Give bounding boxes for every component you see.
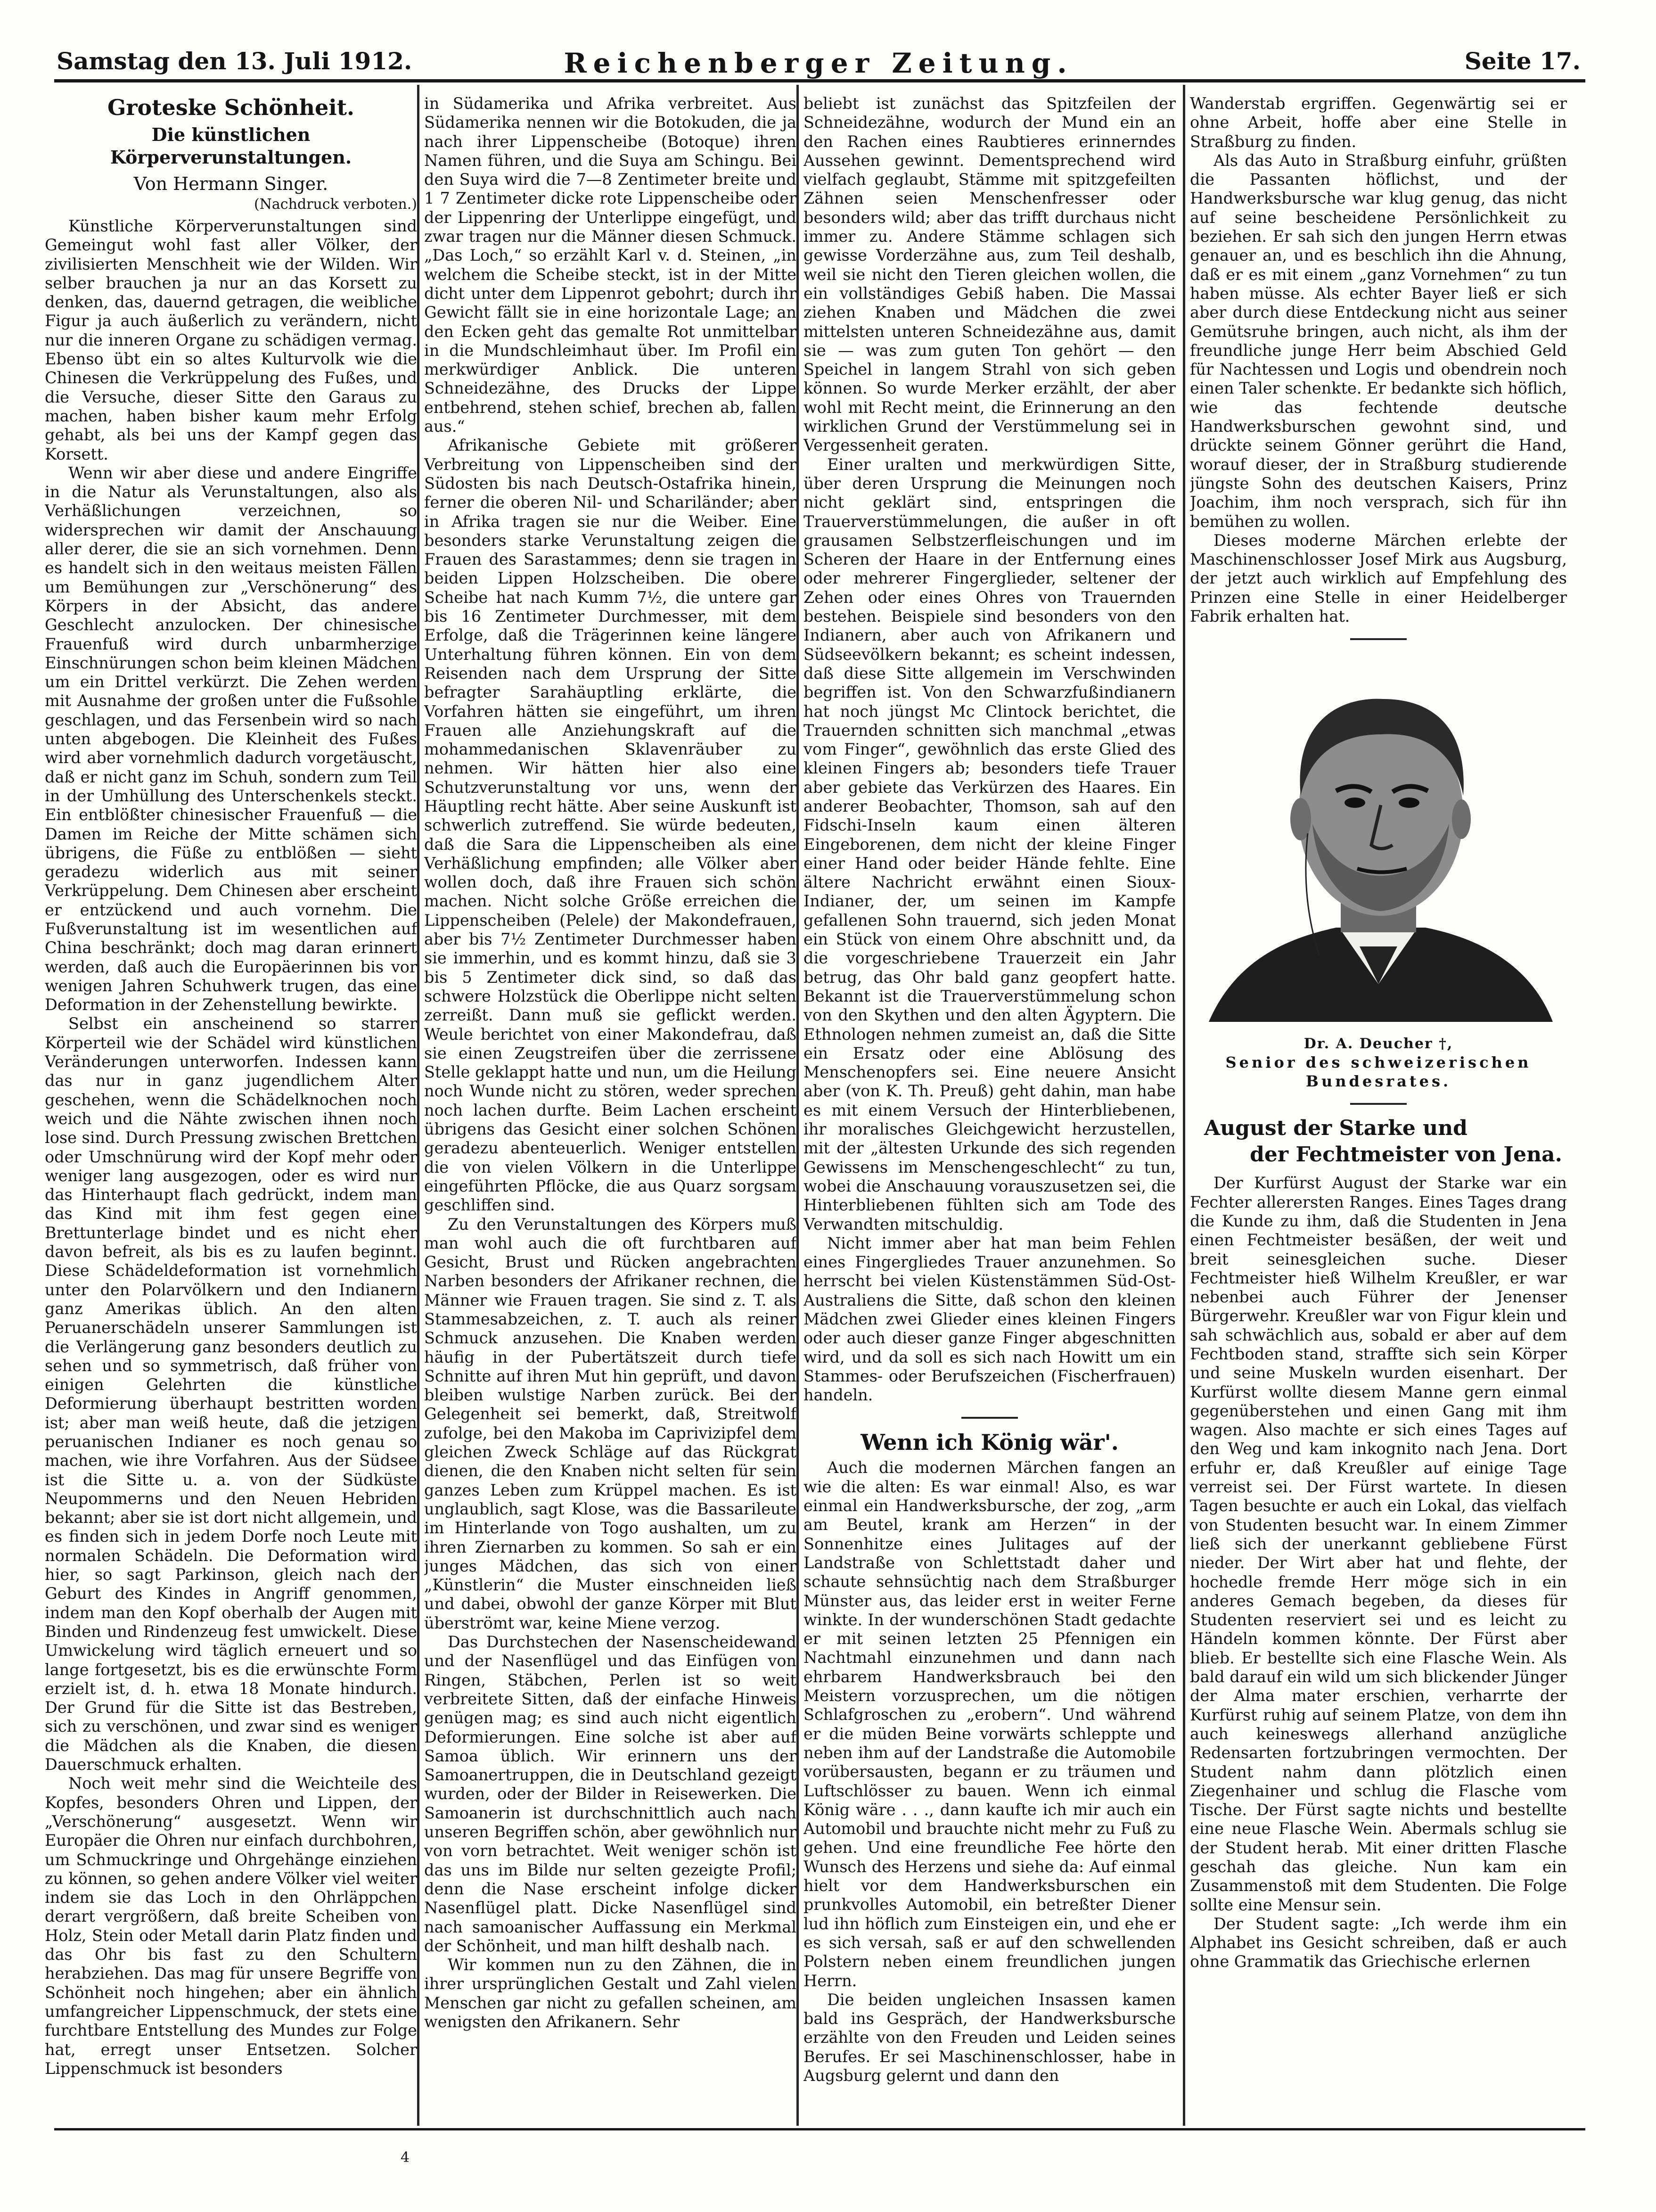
portrait-caption-name: Dr. A. Deucher †, (1303, 1036, 1453, 1053)
portrait-illustration (1199, 654, 1558, 1031)
reprint-note: (Nachdruck verboten.) (254, 196, 417, 213)
paragraph: Das Durchstechen der Nasenscheidewand und der Nasenflügel und das Einfügen von Ringen, Stäbchen, Perlen ist so weit verbreitete Sitten, daß der einfache Hinweis genügen mag; es sind auch nicht eigentlich Deformierungen. Eine solche ist aber auf Samoa üblich. Wir erinnern uns der Samoanertruppen, die in Deutschland gezeigt wurden, oder der Bilder in Reisewerken. Die Samoanerin ist durchschnittlich auch nach unseren Begriffen schön, aber gewöhnlich nur von vorn betrachtet. Weit weniger schön ist das uns im Bilde nur selten gezeigte Profil; denn die Nase erscheint infolge dicker Nasenflügel platt. Dicke Nasenflügel sind nach samoanischer Auffassung ein Merkmal der Schönheit, und man hilft deshalb nach. (424, 1633, 796, 1955)
paragraph: Afrikanische Gebiete mit größerer Verbreitung von Lippenscheiben sind der Südosten bis nach Deutsch-Ostafrika hinein, ferner die oberen Nil- und Schariländer; aber in Afrika tragen sie nur die Weiber. Eine besonders starke Verunstaltung zeigen die Frauen des Sarastammes; denn sie tragen in beiden Lippen Holzscheiben. Die obere Scheibe hat nach Kumm 7½, die untere gar bis 16 Zentimeter Durchmesser, mit dem Erfolge, daß die Trägerinnen keine längere Unterhaltung führen können. Ein von dem Reisenden nach dem Ursprung der Sitte befragter Sarahäuptling erklärte, die Vorfahren hätten sie eingeführt, um ihren Frauen alle Anziehungskraft auf die mohammedanischen Sklavenräuber zu nehmen. Wir hätten hier also eine Schutzverunstaltung vor uns, wenn der Häuptling recht hätte. Aber seine Auskunft ist schwerlich zutreffend. Sie würde bedeuten, daß die Sara die Lippenscheiben als eine Verhäßlichung empfinden; alle Völker aber wollen doch, daß ihre Frauen sich schön machen. Nicht solche Größe erreichen die Lippenscheiben (Pelele) der Makondefrauen, aber bis 7½ Zentimeter Durchmesser haben sie immerhin, und es kommt hinzu, daß sie 3 bis 5 Zentimeter dick sind, so daß das schwere Holzstück die Oberlippe nicht selten zerreißt. Dann muß sie geflickt werden. Weule berichtet von einer Makondefrau, daß sie einen Zeugstreifen über die zerrissene Stelle geklappt hatte und nun, um die Heilung noch Wunde nicht zu stören, weder sprechen noch lachen durfte. Beim Lachen erscheint übrigens das Gesicht einer solchen Schönen geradezu abenteuerlich. Weniger entstellen die von vielen Völkern in die Unterlippe eingeführten Pflöcke, die aus Quarz sorgsam geschliffen sind. (424, 436, 796, 1215)
column-1 (45, 94, 417, 2121)
portrait-caption-title: Senior des schweizerischen Bundesrates. (1225, 1053, 1532, 1091)
newspaper-name: Reichenberger Zeitung. (564, 47, 1074, 79)
paragraph: Der Student sagte: „Ich werde ihm ein Alphabet ins Gesicht schreiben, daß er auch ohne Grammatik das Griechische erlernen (1190, 1914, 1567, 1971)
paragraph: Auch die modernen Märchen fangen an wie die alten: Es war einmal! Also, es war einmal ein Handwerksbursche, der zog, „arm am Beutel, krank am Herzen“ in der Sonnenhitze eines Julitages auf der Landstraße von Schlettstadt daher und schaute sehnsüchtig nach dem Straßburger Münster aus, das leider erst in weiter Ferne winkte. In der wunderschönen Stadt gedachte er mit seinen letzten 25 Pfennigen ein Nachtmahl einzunehmen und dann nach ehrbarem Handwerksbrauch bei den Meistern vorzusprechen, um die nötigen Schlafgroschen zu „erobern“. Und während er die müden Beine vorwärts schleppte und neben ihm auf der Landstraße die Automobile vorübersausten, begann er zu träumen und Luftschlösser zu bauen. Wenn ich einmal König wäre . . ., dann kaufte ich mir auch ein Automobil und brauchte nicht mehr zu Fuß zu gehen. Und eine freundliche Fee hörte den Wunsch des Herzens und siehe da: Auf einmal hielt vor dem Handwerksburschen ein prunkvolles Automobil, ein betreßter Diener lud ihn höflich zum Einsteigen ein, und ehe er es sich versah, saß er auf den schwellenden Polstern neben einem freundlichen jungen Herrn. (803, 1458, 1176, 1990)
footer-mark: 4 (401, 2149, 410, 2166)
issue-date: Samstag den 13. Juli 1912. (57, 47, 412, 75)
article-title-august-line2: der Fechtmeister von Jena. (1250, 1143, 1562, 1167)
paragraph: Als das Auto in Straßburg einfuhr, grüßten die Passanten höflichst, und der Handwerksbursche war klug genug, das nicht auf seine bescheidene Persönlichkeit zu beziehen. Er sah sich den jungen Herrn etwas genauer an, und es beschlich ihn die Ahnung, daß er es mit einem „ganz Vornehmen“ zu tun haben müsse. Als echter Bayer ließ er sich aber durch diese Entdeckung nicht aus seiner Gemütsruhe bringen, auch nicht, als ihm der freundliche junge Herr beim Abschied Geld für Nachtessen und Logis und obendrein noch einen Taler schenkte. Er bedankte sich höflich, wie das fechtende deutsche Handwerksburschen gewohnt sind, und drückte seinem Gönner gerührt die Hand, worauf dieser, der in Straßburg studierende jüngste Sohn des deutschen Kaisers, Prinz Joachim, ihm noch versprach, sich für ihn bemühen zu wollen. (1190, 151, 1567, 531)
paragraph: Selbst ein anscheinend so starrer Körperteil wie der Schädel wird künstlichen Veränderungen unterworfen. Indessen kann das nur in ganz jugendlichem Alter geschehen, wenn die Schädelknochen noch weich und die Nähte zwischen ihnen noch lose sind. Durch Pressung zwischen Brettchen oder Umschnürung wird der Kopf mehr oder weniger lang ausgezogen, oder es wird nur das Hinterhaupt flach gedrückt, indem man das Kind mit ihm fest gegen eine Brettunterlage bindet und es nicht eher davon befreit, als bis es zu laufen beginnt. Diese Schädeldeformation ist vornehmlich unter den Polarvölkern und den Indianern ganz Amerikas üblich. An den alten Peruanerschädeln unserer Sammlungen ist die Verlängerung ganz besonders deutlich zu sehen und so symmetrisch, daß früher von einigen Gelehrten die künstliche Deformierung überhaupt bestritten worden ist; aber man weiß heute, daß die jetzigen peruanischen Indianer es noch genau so machen, wie ihre Vorfahren. Aus der Südsee ist die Sitte u. a. von der Südküste Neupommerns und den Neuen Hebriden bekannt; aber sie ist dort nicht allgemein, und es finden sich in jedem Dorfe noch Leute mit normalen Schädeln. Die Deformation wird hier, so sagt Parkinson, gleich nach der Geburt des Kindes in Angriff genommen, indem man den Kopf oberhalb der Augen mit Binden und Rindenzeug fest umwickelt. Diese Umwickelung wird täglich erneuert und so lange fortgesetzt, bis es die erwünschte Form erzielt ist, d. h. etwa 18 Monate hindurch. Der Grund für die Sitte ist das Bestreben, sich zu verschönen, und zwar sind es weniger die Mädchen als die Knaben, die diesen Dauerschmuck erhalten. (45, 1014, 417, 1774)
footer-rule (54, 2128, 1585, 2130)
paragraph: Dieses moderne Märchen erlebte der Maschinenschlosser Josef Mirk aus Augsburg, der jetzt auch wirklich auf Empfehlung des Prinzen eine Stelle in einer Heidelberger Fabrik erhalten hat. (1190, 531, 1567, 626)
paragraph: Wir kommen nun zu den Zähnen, die in ihrer ursprünglichen Gestalt und Zahl vielen Menschen gar nicht zu gefallen scheinen, am wenigsten den Afrikanern. Sehr (424, 1956, 796, 2031)
page-number: Seite 17. (1464, 47, 1581, 75)
paragraph: Der Kurfürst August der Starke war ein Fechter allerersten Ranges. Eines Tages drang die Kunde zu ihm, daß die Studenten in Jena einen Fechtmeister besäßen, der weit und breit seinesgleichen suche. Dieser Fechtmeister hieß Wilhelm Kreußler, er war nebenbei auch Führer der Jenenser Bürgerwehr. Kreußler war von Figur klein und sah schwächlich aus, sobald er aber auf dem Fechtboden stand, straffte sich sein Körper und seine Muskeln wurden eisenhart. Der Kurfürst wollte diesem Manne gern einmal gegenüberstehen und einen Gang mit ihm wagen. Also machte er sich eines Tages auf den Weg und kam inkognito nach Jena. Dort erfuhr er, daß Kreußler auf einige Tage verreist sei. Der Fürst wartete. In diesen Tagen besuchte er auch ein Lokal, das vielfach von Studenten besucht war. In einem Zimmer ließ sich der unerkannt gebliebene Fürst nieder. Der Wirt aber hat und flehte, der hochedle fremde Herr möge sich in ein anderes Gemach begeben, da dieses für Studenten reserviert sei und es leicht zu Händeln kommen könnte. Der Fürst aber blieb. Er bestellte sich eine Flasche Wein. Als bald darauf ein wild um sich blickender Jünger der Alma mater erschien, verharrte der Kurfürst ruhig auf seinem Platze, von dem ihn auch keineswegs allerhand anzügliche Redensarten fortzubringen vermochten. Der Student nahm dann plötzlich einen Ziegenhainer und schlug die Flasche vom Tische. Der Fürst sagte nichts und bestellte eine neue Flasche Wein. Abermals schlug sie der Student herab. Mit einer dritten Flasche geschah das gleiche. Nun kam ein Zusammenstoß mit dem Studenten. Die Folge sollte eine Mensur sein. (1190, 1174, 1567, 1914)
article-separator (1350, 1103, 1407, 1105)
column-rule-2 (796, 85, 799, 2126)
column-rule-1 (417, 85, 419, 2126)
paragraph: in Südamerika und Afrika verbreitet. Aus Südamerika nennen wir die Botokuden, die ja nach ihrer Lippenscheibe (Botoque) ihren Namen führen, und die Suya am Schingu. Bei den Suya wird die 7—8 Zentimeter breite und 1 7 Zentimeter dicke rote Lippenscheibe oder der Lippenring der Unterlippe eingefügt, und zwar tragen nur die Männer diesen Schmuck. „Das Loch,“ so erzählt Karl v. d. Steinen, „in welchem die Scheibe steckt, ist in der Mitte dicht unter dem Lippenrot gebohrt; durch ihr Gewicht fällt sie in eine horizontale Lage; an den Ecken geht das gemalte Rot unmittelbar in die Mundschleimhaut über. Im Profil ein merkwürdiger Anblick. Die unteren Schneidezähne, des Drucks der Lippe entbehrend, stehen schief, brechen ab, fallen aus.“ (424, 94, 796, 436)
article-title: Groteske Schönheit. (107, 95, 354, 120)
column-4 (1190, 94, 1567, 2121)
article-separator (1350, 638, 1407, 640)
paragraph: Die beiden ungleichen Insassen kamen bald ins Gespräch, der Handwerksbursche erzählte von den Freuden und Leiden seines Berufes. Er sei Maschinenschlosser, habe in Augsburg gelernt und dann den (803, 1990, 1176, 2085)
paragraph: Wanderstab ergriffen. Gegenwärtig sei er ohne Arbeit, hoffe aber eine Stelle in Straßburg zu finden. (1190, 94, 1567, 151)
article-separator (961, 1417, 1018, 1419)
article-subtitle: Die künstlichen Körperverunstaltungen. (110, 124, 352, 168)
paragraph: Einer uralten und merkwürdigen Sitte, über deren Ursprung die Meinungen noch nicht geklärt sind, entspringen die Trauerverstümmelungen, die außer in oft grausamen Selbstzerfleischungen und im Scheren der Haare in der Entfernung eines oder mehrerer Fingerglieder, seltener der Zehen oder eines Ohres von Trauernden bestehen. Beispiele sind besonders von den Indianern, aber auch von Afrikanern und Südseevölkern bekannt; es scheint indessen, daß diese Sitte allgemein im Verschwinden begriffen ist. Von den Schwarzfußindianern hat noch jüngst Mc Clintock berichtet, die Trauernden schnitten sich manchmal „etwas vom Finger“, gewöhnlich das erste Glied des kleinen Fingers ab; besonders tiefe Trauer aber gebiete das Verkürzen des Haares. Ein anderer Beobachter, Thomson, sah auf den Fidschi-Inseln kaum einen älteren Eingeborenen, dem nicht der kleine Finger einer Hand oder beider Hände fehlte. Eine ältere Nachricht erwähnt einen Sioux-Indianer, der, um seinen im Kampfe gefallenen Sohn trauernd, sich jeden Monat ein Stück von einem Ohre abschnitt und, da die vorgeschriebene Trauerzeit ein Jahr betrug, das Ohr bald ganz geopfert hatte. Bekannt ist die Trauerverstümmelung schon von den Skythen und den alten Ägyptern. Die Ethnologen nehmen zumeist an, daß die Sitte ein Ersatz oder eine Ablösung des Menschenopfers sei. Eine neuere Ansicht aber (von K. Th. Preuß) geht dahin, man habe es mit einem Versuch der Hinterbliebenen, ihr moralisches Gleichgewicht herzustellen, mit der „ältesten Urkunde des sich regenden Gewissens im Menschengeschlecht“ zu tun, wobei die Anschauung vorauszusetzen sei, die Hinterbliebenen fühlten sich am Tode des Verwandten mitschuldig. (803, 455, 1176, 1233)
paragraph: beliebt ist zunächst das Spitzfeilen der Schneidezähne, wodurch der Mund ein an den Rachen eines Raubtieres erinnerndes Aussehen gewinnt. Dementsprechend wird vielfach geglaubt, Stämme mit spitzgefeilten Zähnen seien Menschenfresser oder besonders wild; aber das trifft durchaus nicht immer zu. Andere Stämme schlagen sich gewisse Vorderzähne aus, zum Teil deshalb, weil sie nicht den Tieren gleichen wollen, die ein vollständiges Gebiß haben. Die Massai ziehen Knaben und Mädchen die zwei mittelsten unteren Schneidezähne aus, damit sie — was zum guten Ton gehört — den Speichel in langem Strahl von sich geben können. So wurde Merker erzählt, der aber wohl mit Recht meint, die Erinnerung an den wirklichen Grund der Verstümmelung sei in Vergessenheit geraten. (803, 94, 1176, 455)
paragraph: Künstliche Körperverunstaltungen sind Gemeingut wohl fast aller Völker, der zivilisierten Menschheit wie der Wilden. Wir selber brauchen ja nur an das Korsett zu denken, das, dauernd getragen, die weibliche Figur ja auch äußerlich zu verändern, nicht nur die inneren Organe zu schädigen vermag. Ebenso übt ein so altes Kulturvolk wie die Chinesen die Verkrüppelung des Fußes, und die Versuche, dieser Sitte den Garaus zu machen, haben bisher kaum mehr Erfolg gehabt, als bei uns der Kampf gegen das Korsett. (45, 217, 417, 463)
paragraph: Nicht immer aber hat man beim Fehlen eines Fingergliedes Trauer anzunehmen. So herrscht bei vielen Küstenstämmen Süd-Ost-Australiens die Sitte, daß schon den kleinen Mädchen zwei Glieder eines kleinen Fingers oder auch dieser ganze Finger abgeschnitten wird, und da soll es sich nach Howitt um ein Stammes- oder Berufszeichen (Fischerfrauen) handeln. (803, 1233, 1176, 1405)
paragraph: Wenn wir aber diese und andere Eingriffe in die Natur als Verunstaltungen, also als Verhäßlichungen verzeichnen, so widersprechen wir damit der Anschauung aller derer, die sie an sich vornehmen. Denn es handelt sich in den weitaus meisten Fällen um Bemühungen zur „Verschönerung“ des Körpers in der Absicht, das andere Geschlecht anzulocken. Der chinesische Frauenfuß wird durch unbarmherzige Einschnürungen schon beim kleinen Mädchen um ein Drittel verkürzt. Die Zehen werden mit Ausnahme der großen unter die Fußsohle geschlagen, und das Fersenbein wird so nach unten abgebogen. Die Kleinheit des Fußes wird aber vornehmlich dadurch vorgetäuscht, daß er nicht ganz im Schuh, sondern zum Teil in der Umhüllung des Unterschenkels steckt. Ein entblößter chinesischer Frauenfuß — die Damen im Reiche der Mitte schämen sich übrigens, die Füße zu entblößen — sieht geradezu widerlich aus mit seiner Verkrüppelung. Dem Chinesen aber erscheint er entzückend und auch vornehm. Die Fußverunstaltung ist im wesentlichen auf China beschränkt; doch mag daran erinnert werden, daß auch die Europäerinnen bis vor wenigen Jahren Schuhwerk trugen, das eine Deformation in der Zehenstellung bewirkte. (45, 463, 417, 1014)
article-byline: Von Hermann Singer. (133, 173, 328, 194)
column-rule-3 (1183, 85, 1185, 2126)
paragraph: Zu den Verunstaltungen des Körpers muß man wohl auch die oft furchtbaren auf Gesicht, Brust und Rücken angebrachten Narben besonders der Afrikaner rechnen, die Männer wie Frauen tragen. Sie sind z. T. als Stammesabzeichen, z. T. auch als reiner Schmuck anzusehen. Die Knaben werden häufig in der Pubertätszeit durch tiefe Schnitte auf ihren Mut hin geprüft, und davon bleiben wulstige Narben zurück. Bei der Gelegenheit sei bemerkt, daß, Streitwolf zufolge, bei den Makoba im Caprivizipfel dem gleichen Zweck Schläge auf das Rückgrat dienen, die den Knaben nicht selten für sein ganzes Leben zum Krüppel machen. Es ist unglaublich, sagt Klose, was die Bassarileute im Hinterlande von Togo aushalten, um zu ihren Ziernarben zu kommen. So sah er ein junges Mädchen, das sich von einer „Künstlerin“ die Muster einschneiden ließ und dabei, obwohl der ganze Körper mit Blut überströmt war, keine Miene verzog. (424, 1215, 796, 1632)
header-rule (54, 79, 1585, 82)
article-title-koenig: Wenn ich König wär'. (861, 1430, 1119, 1455)
column-2 (424, 94, 796, 2121)
article-title-august-line1: August der Starke und (1204, 1116, 1467, 1141)
paragraph: Noch weit mehr sind die Weichteile des Kopfes, besonders Ohren und Lippen, der „Verschönerung“ ausgesetzt. Wenn wir Europäer die Ohren nur einfach durchbohren, um Schmuckringe und Ohrgehänge einziehen zu können, so gehen andere Völker viel weiter indem sie das Loch in den Ohrläppchen derart vergrößern, daß breite Scheiben von Holz, Stein oder Metall darin Platz finden und das Ohr bis fast zu den Schultern herabziehen. Das mag für unsere Begriffe von Schönheit noch hingehen; aber ein ähnlich umfangreicher Lippenschmuck, der stets eine furchtbare Entstellung des Mundes zur Folge hat, erregt unser Entsetzen. Solcher Lippenschmuck ist besonders (45, 1774, 417, 2078)
column-3 (803, 94, 1176, 2121)
